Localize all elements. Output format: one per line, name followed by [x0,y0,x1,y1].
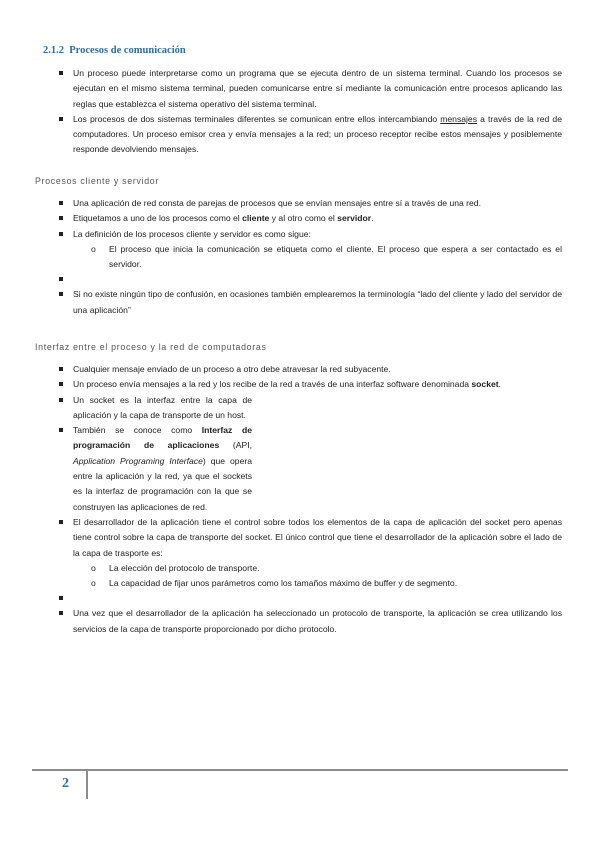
bold-term: servidor [337,213,372,224]
list-item: Los procesos de dos sistemas terminales diferentes se comunican entre ellos intercambiando mensajes a través de la red de computadores. Un proceso emisor crea y envía mensajes a la red; un proceso receptor recibe estos mensajes y posiblemente responde devolviendo mensajes. [0,112,600,158]
list-item: Un proceso puede interpretarse como un programa que se ejecuta dentro de un sistema terminal. Cuando los procesos se ejecutan en el mismo sistema terminal, pueden comunicarse entre sí mediante la comunicación entre procesos aplicando las reglas que establezca el sistema operativo del sistema terminal. [0,66,600,112]
sub-list [73,561,562,592]
list-item: Si no existe ningún tipo de confusión, en ocasiones también emplearemos la terminología “lado del cliente y lado del servidor de una aplicación” [0,287,600,318]
subheading-interface: Interfaz entre el proceso y la red de computadoras [35,342,267,352]
bold-term: socket [471,379,499,390]
sub-list-item: o El proceso que inicia la comunicación se etiqueta como el cliente. El proceso que espera a ser contactado es el servidor. [73,242,562,273]
list-item: También se conoce como Interfaz de programación de aplicaciones (API, Application Programing Interface) que opera entre la aplicación y la red, ya que el sockets es la interfaz de programación con la que se construyen las aplicaciones de red. [0,423,600,515]
spacer [0,272,600,287]
list-item: Un proceso envía mensajes a la red y los recibe de la red a través de una interfaz software denominada socket. [0,377,600,392]
section-heading [43,43,186,58]
bold-term: Interfaz de programación de aplicaciones [73,425,252,451]
footer-rule [32,769,568,771]
spacer [0,591,600,606]
intro-list [0,66,600,158]
sub-list-item: o La elección del protocolo de transporte. [73,561,562,576]
list-item: Un socket es la interfaz entre la capa de aplicación y la capa de transporte de un host. [0,393,600,424]
subheading-client-server: Procesos cliente y servidor [35,176,160,186]
list-item: Una aplicación de red consta de parejas de procesos que se envían mensajes entre sí a través de una red. [0,196,600,211]
bold-term: cliente [242,213,270,224]
list-item: La definición de los procesos cliente y servidor es como sigue: o El proceso que inicia la comunicación se etiqueta como el cliente. El proceso que espera a ser contactado es el servidor. [0,227,600,273]
list-item: Una vez que el desarrollador de la aplicación ha seleccionado un protocolo de transporte, la aplicación se crea utilizando los servicios de la capa de transporte proporcionado por dicho protocolo. [0,606,600,637]
section-title: Procesos de comunicación [69,45,186,56]
client-server-list [0,196,600,318]
footer-divider [86,769,88,799]
list-item: Cualquier mensaje enviado de un proceso a otro debe atravesar la red subyacente. [0,362,600,377]
sub-list [73,242,562,273]
underlined-term: mensajes [440,113,478,124]
section-number: 2.1.2 [43,45,64,56]
list-item: Etiquetamos a uno de los procesos como el cliente y al otro como el servidor. [0,211,600,226]
sub-list-item: o La capacidad de fijar unos parámetros como los tamaños máximo de buffer y de segmento. [73,576,562,591]
interface-list [0,362,600,637]
italic-term: Application Programing Interface [73,455,203,466]
page-number: 2 [62,776,69,791]
list-item: El desarrollador de la aplicación tiene el control sobre todos los elementos de la capa de aplicación del socket pero apenas tiene control sobre la capa de transporte del socket. El único control que tiene el desarrollador de la aplicación sobre el lado de la capa de trasporte es: o La elección del protocolo de transporte. o La capacidad de fijar unos parámetros como los tamaños máximo de buffer y de segmento. [0,515,600,591]
